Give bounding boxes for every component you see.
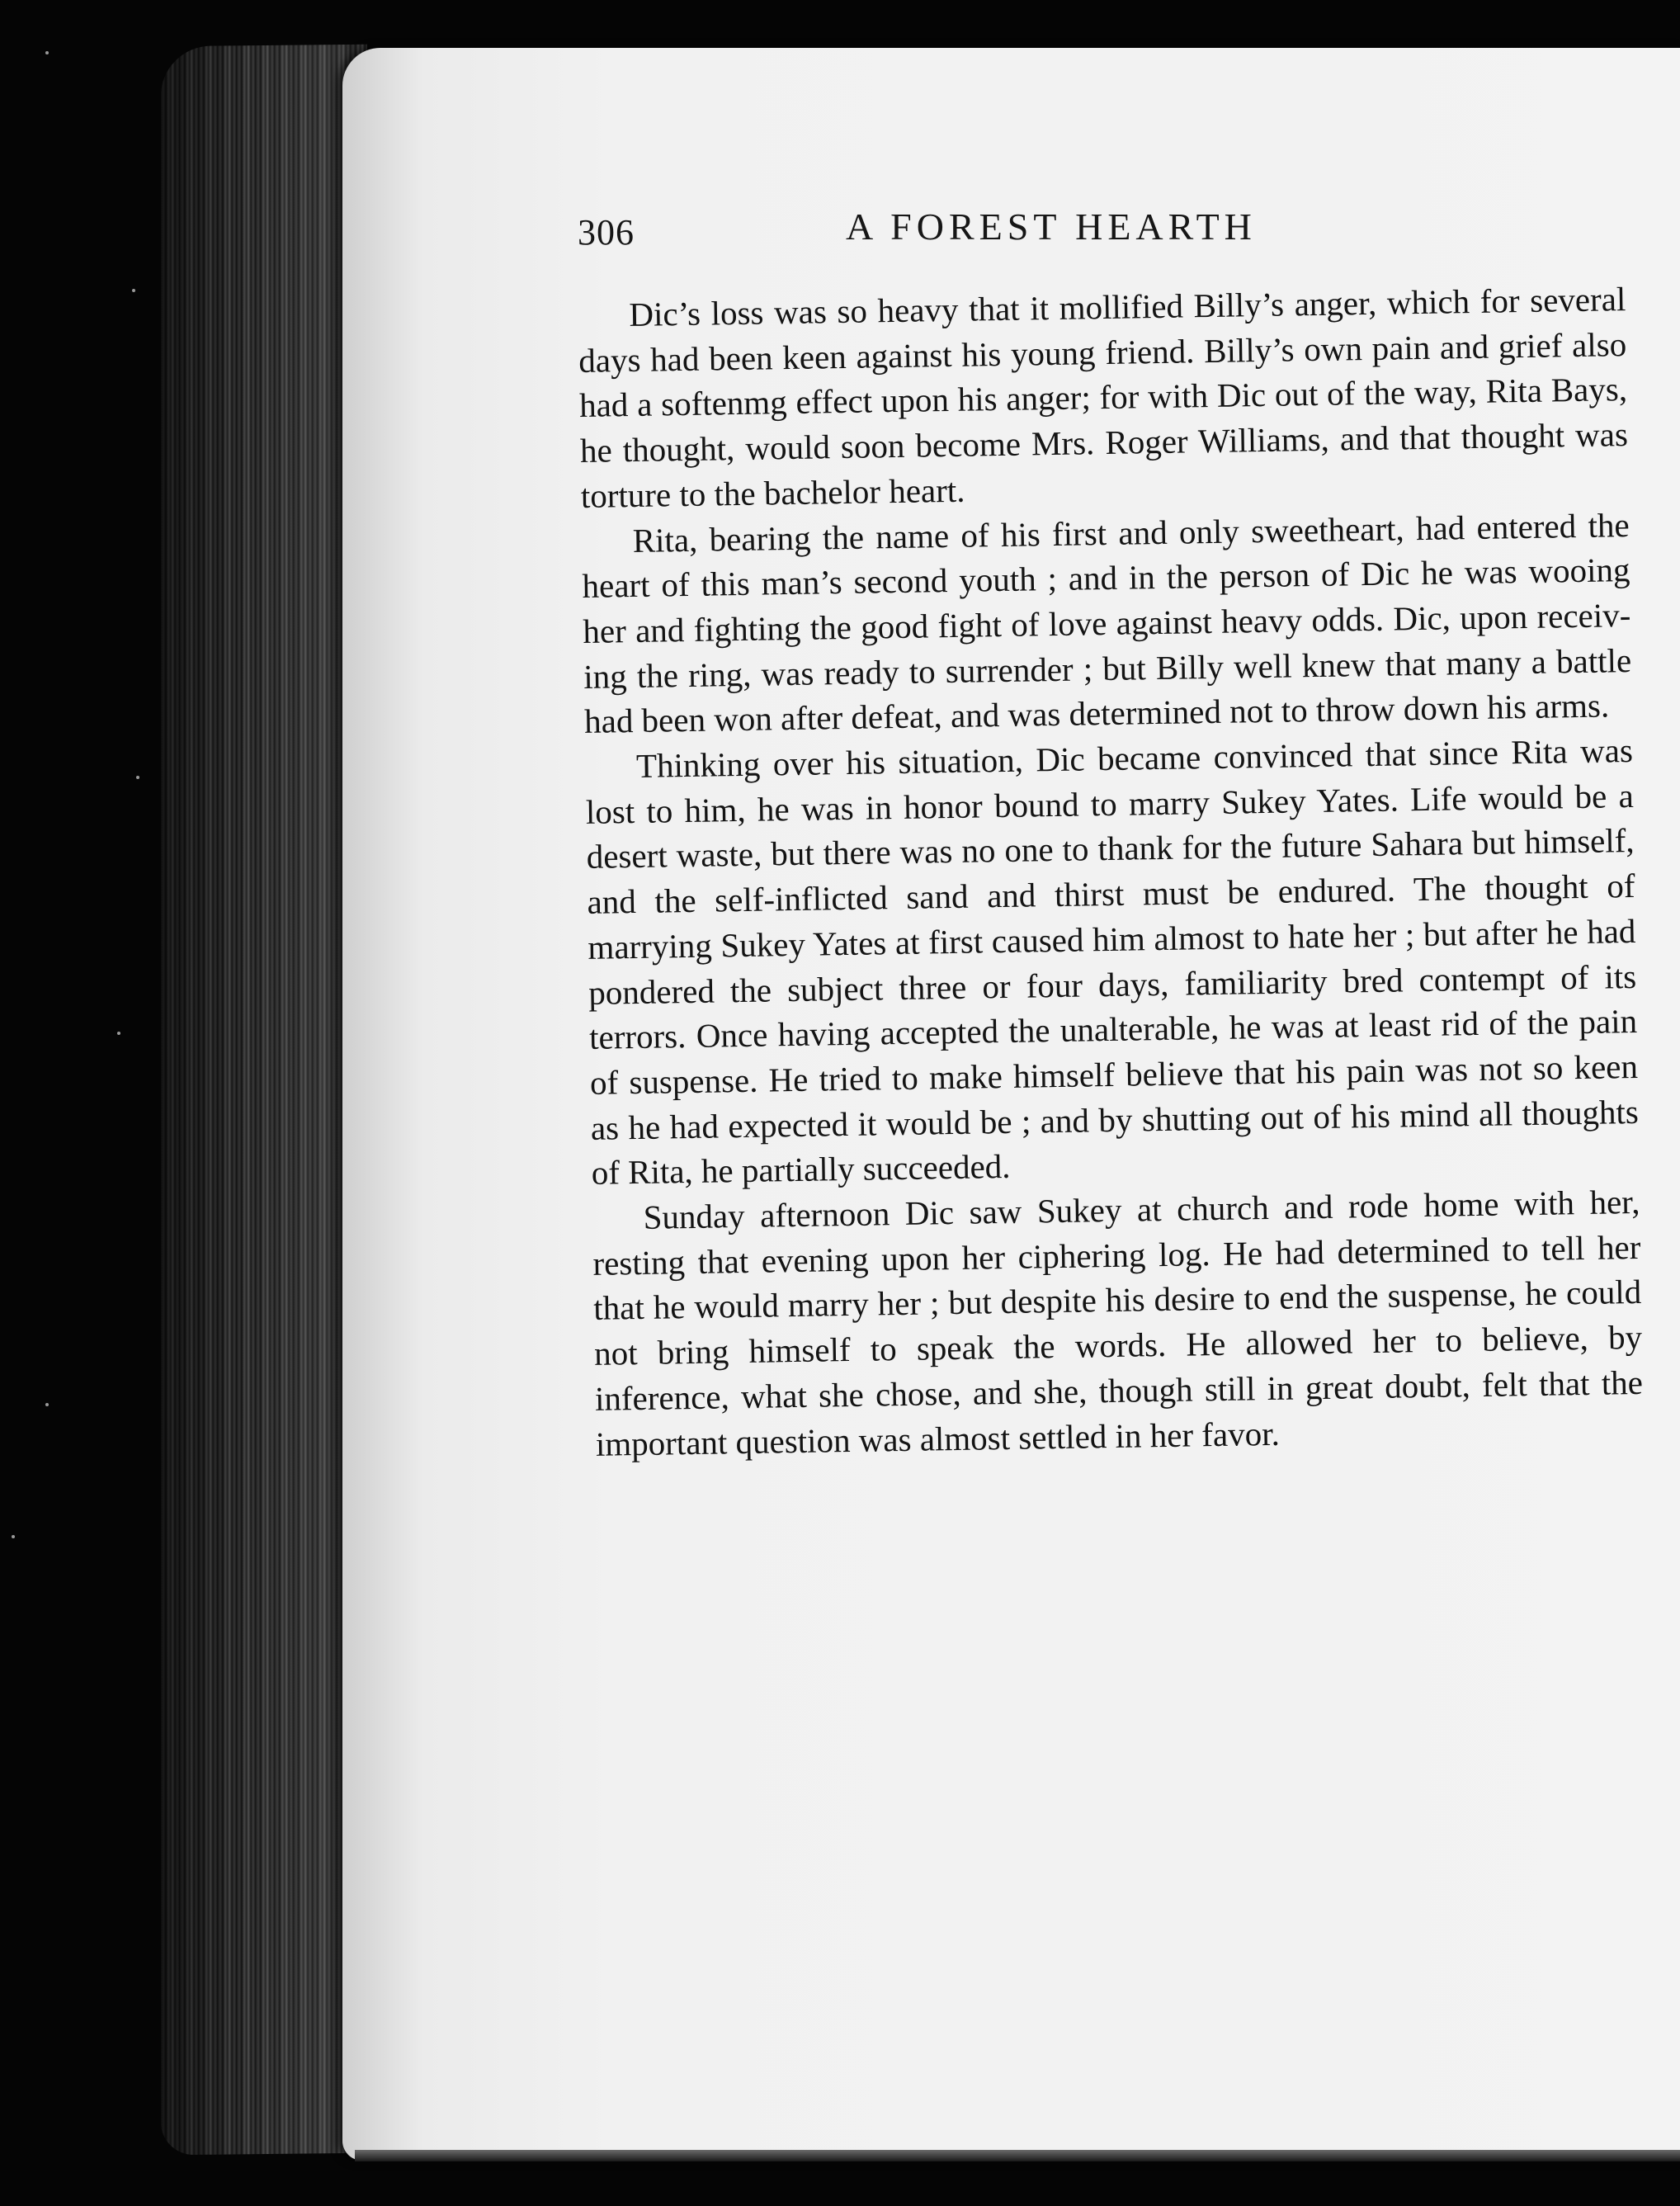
running-title: A FOREST HEARTH [846,205,1257,248]
dust-speck [45,1403,49,1406]
running-header [578,205,1601,262]
dust-speck [117,1032,120,1035]
page-bottom-edge [355,2150,1680,2161]
dust-speck [136,776,139,779]
body-text [578,276,1644,1467]
paragraph: Thinking over his situation, Dic became convinced that since Rita was lost to him, he was in honor bound to marry Sukey Yates. Life would be a desert waste, but there was no one to thank for the future Sahara but himself, and the self-inflicted sand and thirst must be endured. The thought of marrying Sukey Yates at first caused him almost to hate her ; but after he had pondered the subject three or four days, familiarity bred contempt of its terrors. Once having accepted the unalterable, he was at least rid of the pain of suspense. He tried to make himself believe that his pain was not so keen as he had expected it would be ; and by shutting out of his mind all thoughts of Rita, he partially succeeded. [585,731,1640,1193]
dust-speck [45,51,49,54]
paragraph: Rita, bearing the name of his first and only sweetheart, had entered the heart of this man’s second youth ; and in the person of Dic he was wooing her and fighting the good fight of love against heavy odds. Dic, upon receiv-ing the ring, was ready to surrender ; but Billy well knew that many a battle had been won after defeat, and was determined not to throw down his arms. [582,505,1632,741]
book-page-edges [161,45,367,2156]
dust-speck [132,289,135,292]
dust-speck [12,1535,15,1538]
paragraph: Dic’s loss was so heavy that it mollified Billy’s anger, which for several days had been keen against his young friend. Billy’s own pain and grief also had a softenmg effect upon his anger; for with Dic out of the way, Rita Bays, he thought, would soon become Mrs. Roger Williams, and that thought was torture to the bachelor heart. [578,280,1629,515]
paragraph: Sunday afternoon Dic saw Sukey at church and rode home with her, resting that evening upon her ciphering log. He had determined to tell her that he would marry her ; but despite his desire to end the suspense, he could not bring himself to speak the words. He allowed her to believe, by inference, what she chose, and she, though still in great doubt, felt that the important question was almost settled in her favor. [592,1182,1644,1463]
page-number: 306 [578,212,635,253]
